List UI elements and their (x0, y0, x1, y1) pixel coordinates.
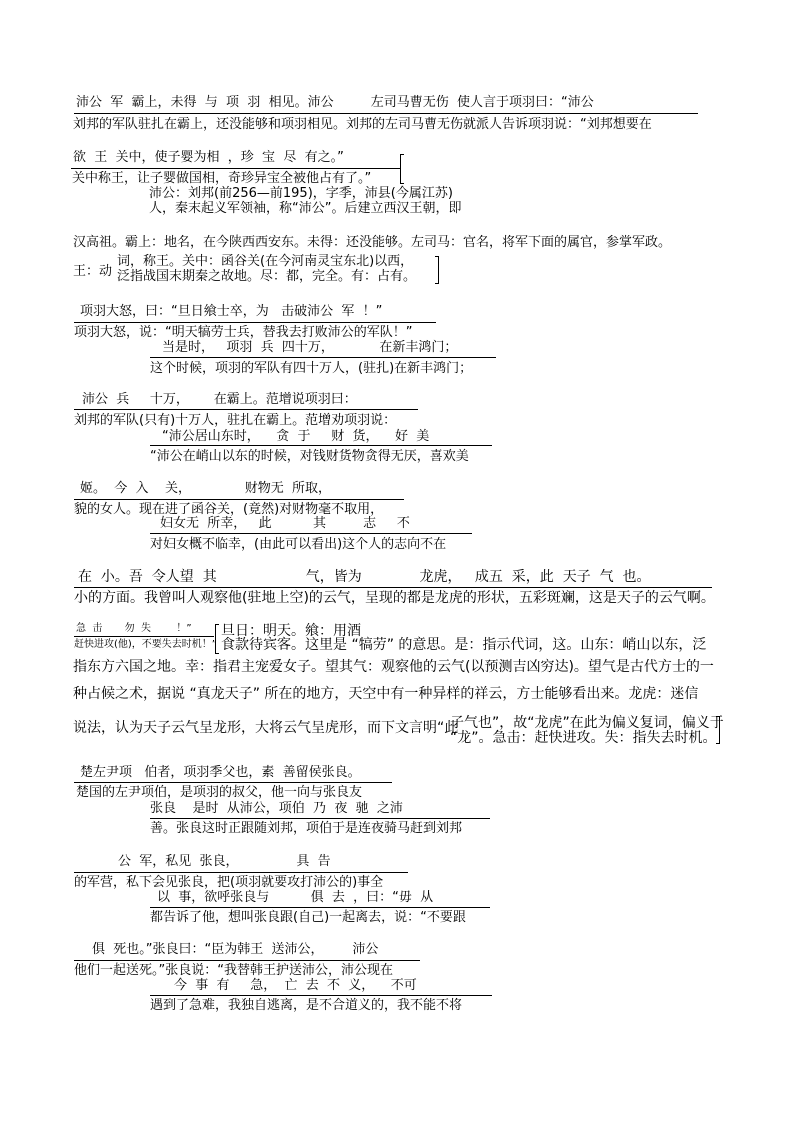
underline (74, 113, 698, 114)
underline (150, 995, 492, 996)
annotation-line: 沛公：刘邦(前256—前195)，字季，沛县(今属江苏) (149, 186, 453, 201)
original-text-line: 急 击 勿 失 ！” (76, 623, 192, 634)
original-text-line: 项羽大怒，曰：“旦日飨士卒，为 击破沛公 军 ！” (80, 304, 383, 319)
underline (74, 587, 712, 588)
translation-line: 赶快进攻(他)，不要失去时机！” (74, 639, 217, 650)
underline (150, 357, 496, 358)
translation-line: “沛公在峭山以东的时候，对钱财货物贪得无厌，喜欢美 (150, 449, 469, 464)
underline (74, 960, 420, 961)
underline (74, 322, 436, 323)
underline (74, 499, 404, 500)
bracket (716, 716, 720, 744)
original-text-line: “沛公居山东时， 贪 于 财 货， 好 美 (162, 429, 430, 444)
original-text-line: 欲 王 关中，使子婴为相 ，珍 宝 尽 有之。” (73, 150, 344, 165)
translation-line: 遇到了急难，我独自逃离，是不合道义的，我不能不将 (150, 998, 463, 1013)
underline (74, 872, 408, 873)
underline (74, 782, 392, 783)
annotation-line: 王：动 (73, 264, 113, 279)
original-text-line: 姬。 今 入 关， 财物无 所取， (80, 481, 332, 496)
underline (74, 636, 214, 637)
translation-line: 他们一起送死。”张良说：“我替韩王护送沛公，沛公现在 (74, 963, 393, 978)
annotation-line: 汉高祖。霸上：地名，在今陕西西安东。未得：还没能够。左司马：官名，将军下面的属官，参掌军政。 (73, 235, 672, 250)
translation-line: 项羽大怒，说：“明天犒劳士兵，替我去打败沛公的军队！” (74, 325, 413, 340)
original-text-line: 沛公 兵 十万， 在霸上。范增说项羽曰： (82, 392, 357, 407)
bracket (435, 256, 439, 284)
original-text-line: 沛公 军 霸上，未得 与 项 羽 相见。沛公 左司马曹无伤 使人言于项羽曰：“沛公 (76, 95, 594, 110)
translation-line: 都告诉了他，想叫张良跟(自己)一起离去，说：“不要跟 (150, 910, 466, 925)
original-text-line: 楚左尹项 伯者，项羽季父也，素 善留侯张良。 (80, 765, 361, 780)
original-text-line: 在 小。吾 令人望 其 气，皆为 龙虎， 成五 采，此 天子 气 也。 (78, 569, 651, 585)
original-text-line: 公 军，私见 张良， 具 告 (118, 854, 331, 869)
translation-line: 的军营，私下会见张良，把(项羽就要攻打沛公的)事全 (74, 875, 384, 890)
original-text-line: 今 事 有 急， 亡 去 不 义， 不可 (174, 978, 417, 993)
translation-line: 楚国的左尹项伯，是项羽的叔父，他一向与张良友 (76, 785, 363, 800)
annotation-line: 子气也”，故“龙虎”在此为偏义复词，偏义于 (450, 715, 724, 731)
annotation-line: 旦日：明天。飨：用酒 (221, 623, 361, 639)
annotation-line: 词，称王。关中：函谷关(在今河南灵宝东北)以西， (117, 254, 414, 269)
underline (74, 409, 418, 410)
underline (150, 445, 492, 446)
original-text-line: 妇女无 所幸， 此 其 志 不 (160, 516, 410, 531)
translation-line: 小的方面。我曾叫人观察他(驻地上空)的云气，呈现的都是龙虎的形状，五彩斑斓，这是天子的云气啊。 (74, 590, 715, 606)
underline (150, 533, 472, 534)
bracket (215, 624, 219, 654)
original-text-line: 以 事，欲呼张良与 俱 去 ，曰：“毋 从 (157, 890, 434, 905)
original-text-line: 张良 是时 从沛公，项伯 乃 夜 驰 之沛 (150, 801, 403, 816)
original-text-line: 俱 死也。”张良曰：“臣为韩王 送沛公， 沛公 (92, 942, 379, 957)
translation-line: 这个时候，项羽的军队有四十万人，(驻扎)在新丰鸿门； (150, 361, 473, 376)
annotation-line: 泛指战国末期秦之故地。尽：都，完全。有：占有。 (117, 269, 417, 284)
translation-line: 关中称王，让子婴做国相，奇珍异宝全被他占有了。” (72, 171, 372, 186)
annotation-line: “龙”。急击：赶快进攻。失：指失去时机。 (450, 730, 717, 746)
annotation-line: 指东方六国之地。幸：指君主宠爱女子。望其气：观察他的云气(以预测吉凶穷达)。望气是古代方士的一 (73, 659, 714, 675)
annotation-line: 人，秦末起义军领袖，称“沛公”。后建立西汉王朝，即 (149, 201, 462, 216)
translation-line: 对妇女概不临幸，(由此可以看出)这个人的志向不在 (150, 537, 447, 552)
annotation-line: 说法，认为天子云气呈龙形，大将云气呈虎形，而下文言明“此 (73, 720, 459, 736)
translation-line: 刘邦的军队驻扎在霸上，还没能够和项羽相见。刘邦的左司马曹无伤就派人告诉项羽说：“刘邦想要在 (73, 117, 652, 132)
translation-line: 刘邦的军队(只有)十万人，驻扎在霸上。范增劝项羽说： (74, 413, 397, 428)
annotation-line: 食款待宾客。这里是 “犒劳” 的意思。是：指示代词，这。山东：峭山以东，泛 (221, 637, 707, 653)
underline (71, 168, 401, 169)
underline (150, 818, 490, 819)
translation-line: 善。张良这时正跟随刘邦，项伯于是连夜骑马赶到刘邦 (150, 821, 463, 836)
translation-line: 貌的女人。现在进了函谷关，(竟然)对财物毫不取用， (74, 502, 384, 517)
underline (150, 907, 490, 908)
bracket (400, 154, 404, 184)
original-text-line: 当是时， 项羽 兵 四十万， 在新丰鸿门； (162, 340, 458, 355)
annotation-line: 种占候之术，据说 “真龙天子” 所在的地方，天空中有一种异样的祥云，方士能够看出来。龙虎：迷信 (73, 686, 699, 702)
